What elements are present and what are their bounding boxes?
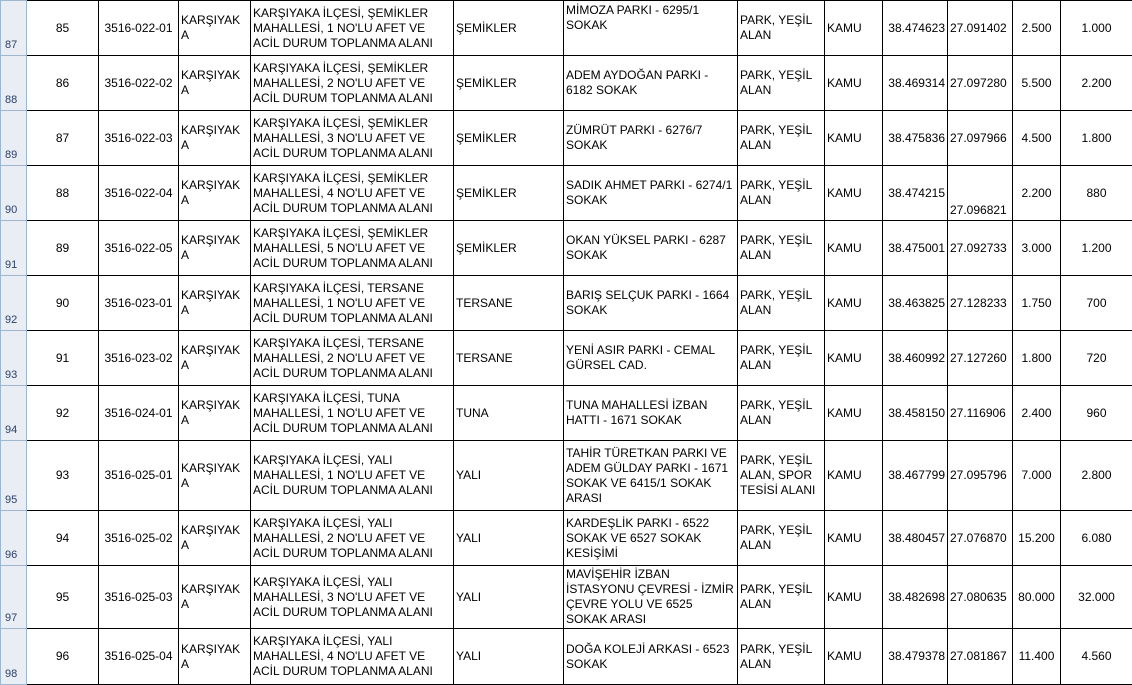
row-header[interactable]: 91: [1, 221, 27, 276]
cell-type[interactable]: PARK, YEŞİL ALAN, SPOR TESİSİ ALANI: [738, 441, 825, 511]
cell-no[interactable]: 89: [27, 221, 99, 276]
row-header[interactable]: 95: [1, 441, 27, 511]
cell-district[interactable]: KARŞIYAKA: [179, 1, 251, 56]
cell-type[interactable]: PARK, YEŞİL ALAN: [738, 566, 825, 629]
cell-longitude[interactable]: 27.080635: [948, 566, 1013, 629]
cell-code[interactable]: 3516-022-03: [99, 111, 179, 166]
table-row: [1, 166, 1132, 221]
cell-code[interactable]: 3516-023-02: [99, 331, 179, 386]
cell-location[interactable]: DOĞA KOLEJİ ARKASI - 6523 SOKAK: [564, 629, 738, 685]
cell-neighborhood[interactable]: YALI: [454, 441, 564, 511]
cell-capacity[interactable]: 720: [1061, 331, 1132, 386]
cell-capacity[interactable]: 2.800: [1061, 441, 1132, 511]
cell-code[interactable]: 3516-024-01: [99, 386, 179, 441]
cell-name[interactable]: KARŞIYAKA İLÇESİ, ŞEMİKLER MAHALLESİ, 4 NO'LU AFET VE ACİL DURUM TOPLANMA ALANI: [251, 166, 454, 221]
row-header[interactable]: 94: [1, 386, 27, 441]
cell-code[interactable]: 3516-023-01: [99, 276, 179, 331]
cell-latitude[interactable]: 38.475836: [883, 111, 948, 166]
cell-latitude[interactable]: 38.469314: [883, 56, 948, 111]
cell-no[interactable]: 94: [27, 511, 99, 566]
row-header[interactable]: 98: [1, 629, 27, 685]
cell-longitude[interactable]: 27.095796: [948, 441, 1013, 511]
cell-longitude[interactable]: 27.097280: [948, 56, 1013, 111]
cell-district[interactable]: KARŞIYAKA: [179, 629, 251, 685]
cell-ownership[interactable]: KAMU: [825, 221, 883, 276]
cell-district[interactable]: KARŞIYAKA: [179, 276, 251, 331]
cell-capacity[interactable]: 880: [1061, 166, 1132, 221]
cell-type[interactable]: PARK, YEŞİL ALAN: [738, 386, 825, 441]
cell-longitude[interactable]: 27.127260: [948, 331, 1013, 386]
table-row: [1, 111, 1132, 166]
cell-longitude[interactable]: 27.081867: [948, 629, 1013, 685]
cell-no[interactable]: 86: [27, 56, 99, 111]
cell-area[interactable]: 2.200: [1013, 166, 1061, 221]
cell-code[interactable]: 3516-022-02: [99, 56, 179, 111]
cell-no[interactable]: 92: [27, 386, 99, 441]
cell-latitude[interactable]: 38.482698: [883, 566, 948, 629]
cell-neighborhood[interactable]: YALI: [454, 566, 564, 629]
cell-capacity[interactable]: 32.000: [1061, 566, 1132, 629]
cell-area[interactable]: 15.200: [1013, 511, 1061, 566]
row-header[interactable]: 87: [1, 1, 27, 56]
cell-location[interactable]: BARIŞ SELÇUK PARKI - 1664 SOKAK: [564, 276, 738, 331]
cell-area[interactable]: 2.400: [1013, 386, 1061, 441]
cell-code[interactable]: 3516-022-04: [99, 166, 179, 221]
cell-latitude[interactable]: 38.480457: [883, 511, 948, 566]
cell-district[interactable]: KARŞIYAKA: [179, 386, 251, 441]
cell-neighborhood[interactable]: YALI: [454, 629, 564, 685]
cell-area[interactable]: 7.000: [1013, 441, 1061, 511]
cell-neighborhood[interactable]: ŞEMİKLER: [454, 56, 564, 111]
cell-type[interactable]: PARK, YEŞİL ALAN: [738, 629, 825, 685]
cell-code[interactable]: 3516-025-02: [99, 511, 179, 566]
cell-latitude[interactable]: 38.460992: [883, 331, 948, 386]
cell-location[interactable]: YENİ ASIR PARKI - CEMAL GÜRSEL CAD.: [564, 331, 738, 386]
cell-no[interactable]: 95: [27, 566, 99, 629]
cell-area[interactable]: 1.750: [1013, 276, 1061, 331]
cell-area[interactable]: 80.000: [1013, 566, 1061, 629]
cell-location[interactable]: ZÜMRÜT PARKI - 6276/7 SOKAK: [564, 111, 738, 166]
cell-code[interactable]: 3516-025-04: [99, 629, 179, 685]
cell-type[interactable]: PARK, YEŞİL ALAN: [738, 1, 825, 56]
cell-location[interactable]: TUNA MAHALLESİ İZBAN HATTI - 1671 SOKAK: [564, 386, 738, 441]
cell-no[interactable]: 90: [27, 276, 99, 331]
cell-district[interactable]: KARŞIYAKA: [179, 566, 251, 629]
table-row: [1, 331, 1132, 386]
cell-ownership[interactable]: KAMU: [825, 276, 883, 331]
cell-no[interactable]: 91: [27, 331, 99, 386]
cell-ownership[interactable]: KAMU: [825, 331, 883, 386]
table-row: [1, 441, 1132, 511]
row-header[interactable]: 97: [1, 566, 27, 629]
cell-ownership[interactable]: KAMU: [825, 629, 883, 685]
cell-longitude[interactable]: 27.091402: [948, 1, 1013, 56]
cell-capacity[interactable]: 1.800: [1061, 111, 1132, 166]
cell-name[interactable]: KARŞIYAKA İLÇESİ, ŞEMİKLER MAHALLESİ, 3 NO'LU AFET VE ACİL DURUM TOPLANMA ALANI: [251, 111, 454, 166]
cell-ownership[interactable]: KAMU: [825, 166, 883, 221]
cell-type[interactable]: PARK, YEŞİL ALAN: [738, 111, 825, 166]
cell-no[interactable]: 88: [27, 166, 99, 221]
cell-longitude[interactable]: 27.128233: [948, 276, 1013, 331]
cell-type[interactable]: PARK, YEŞİL ALAN: [738, 511, 825, 566]
cell-neighborhood[interactable]: TERSANE: [454, 276, 564, 331]
cell-district[interactable]: KARŞIYAKA: [179, 441, 251, 511]
cell-ownership[interactable]: KAMU: [825, 1, 883, 56]
cell-code[interactable]: 3516-022-05: [99, 221, 179, 276]
cell-location[interactable]: OKAN YÜKSEL PARKI - 6287 SOKAK: [564, 221, 738, 276]
cell-district[interactable]: KARŞIYAKA: [179, 166, 251, 221]
cell-latitude[interactable]: 38.458150: [883, 386, 948, 441]
cell-location[interactable]: ADEM AYDOĞAN PARKI - 6182 SOKAK: [564, 56, 738, 111]
cell-neighborhood[interactable]: ŞEMİKLER: [454, 166, 564, 221]
cell-area[interactable]: 5.500: [1013, 56, 1061, 111]
cell-neighborhood[interactable]: TERSANE: [454, 331, 564, 386]
cell-code[interactable]: 3516-025-01: [99, 441, 179, 511]
cell-code[interactable]: 3516-022-01: [99, 1, 179, 56]
cell-longitude[interactable]: 27.096821: [948, 166, 1013, 221]
cell-area[interactable]: 3.000: [1013, 221, 1061, 276]
cell-ownership[interactable]: KAMU: [825, 441, 883, 511]
cell-capacity[interactable]: 1.000: [1061, 1, 1132, 56]
cell-capacity[interactable]: 4.560: [1061, 629, 1132, 685]
cell-location[interactable]: SADIK AHMET PARKI - 6274/1 SOKAK: [564, 166, 738, 221]
cell-name[interactable]: KARŞIYAKA İLÇESİ, ŞEMİKLER MAHALLESİ, 1 NO'LU AFET VE ACİL DURUM TOPLANMA ALANI: [251, 1, 454, 56]
cell-code[interactable]: 3516-025-03: [99, 566, 179, 629]
cell-area[interactable]: 4.500: [1013, 111, 1061, 166]
table-row: [1, 56, 1132, 111]
cell-type[interactable]: PARK, YEŞİL ALAN: [738, 221, 825, 276]
table-row: [1, 566, 1132, 629]
cell-neighborhood[interactable]: ŞEMİKLER: [454, 111, 564, 166]
cell-district[interactable]: KARŞIYAKA: [179, 331, 251, 386]
cell-name[interactable]: KARŞIYAKA İLÇESİ, YALI MAHALLESİ, 4 NO'LU AFET VE ACİL DURUM TOPLANMA ALANI: [251, 629, 454, 685]
cell-capacity[interactable]: 6.080: [1061, 511, 1132, 566]
cell-location[interactable]: KARDEŞLİK PARKI - 6522 SOKAK VE 6527 SOKAK KESİŞİMİ: [564, 511, 738, 566]
cell-name[interactable]: KARŞIYAKA İLÇESİ, ŞEMİKLER MAHALLESİ, 2 NO'LU AFET VE ACİL DURUM TOPLANMA ALANI: [251, 56, 454, 111]
row-header[interactable]: 93: [1, 331, 27, 386]
cell-ownership[interactable]: KAMU: [825, 56, 883, 111]
cell-longitude[interactable]: 27.076870: [948, 511, 1013, 566]
cell-type[interactable]: PARK, YEŞİL ALAN: [738, 276, 825, 331]
cell-no[interactable]: 93: [27, 441, 99, 511]
cell-location[interactable]: TAHİR TÜRETKAN PARKI VE ADEM GÜLDAY PARKI - 1671 SOKAK VE 6415/1 SOKAK ARASI: [564, 441, 738, 511]
cell-type[interactable]: PARK, YEŞİL ALAN: [738, 331, 825, 386]
cell-latitude[interactable]: 38.474215: [883, 166, 948, 221]
cell-neighborhood[interactable]: ŞEMİKLER: [454, 1, 564, 56]
cell-name[interactable]: KARŞIYAKA İLÇESİ, YALI MAHALLESİ, 2 NO'LU AFET VE ACİL DURUM TOPLANMA ALANI: [251, 511, 454, 566]
cell-no[interactable]: 87: [27, 111, 99, 166]
row-header[interactable]: 92: [1, 276, 27, 331]
cell-type[interactable]: PARK, YEŞİL ALAN: [738, 56, 825, 111]
cell-capacity[interactable]: 960: [1061, 386, 1132, 441]
cell-location[interactable]: MAVİŞEHİR İZBAN İSTASYONU ÇEVRESİ - İZMİR ÇEVRE YOLU VE 6525 SOKAK ARASI: [564, 566, 738, 629]
cell-ownership[interactable]: KAMU: [825, 111, 883, 166]
table-row: [1, 276, 1132, 331]
cell-longitude[interactable]: 27.116906: [948, 386, 1013, 441]
cell-ownership[interactable]: KAMU: [825, 566, 883, 629]
cell-district[interactable]: KARŞIYAKA: [179, 111, 251, 166]
row-header[interactable]: 88: [1, 56, 27, 111]
table-row: [1, 221, 1132, 276]
cell-name[interactable]: KARŞIYAKA İLÇESİ, TERSANE MAHALLESİ, 1 NO'LU AFET VE ACİL DURUM TOPLANMA ALANI: [251, 276, 454, 331]
table-body: [1, 1, 1132, 685]
cell-longitude[interactable]: 27.092733: [948, 221, 1013, 276]
cell-capacity[interactable]: 1.200: [1061, 221, 1132, 276]
cell-longitude[interactable]: 27.097966: [948, 111, 1013, 166]
cell-latitude[interactable]: 38.479378: [883, 629, 948, 685]
cell-capacity[interactable]: 700: [1061, 276, 1132, 331]
cell-area[interactable]: 1.800: [1013, 331, 1061, 386]
cell-no[interactable]: 96: [27, 629, 99, 685]
cell-capacity[interactable]: 2.200: [1061, 56, 1132, 111]
cell-latitude[interactable]: 38.474623: [883, 1, 948, 56]
cell-type[interactable]: PARK, YEŞİL ALAN: [738, 166, 825, 221]
cell-no[interactable]: 85: [27, 1, 99, 56]
cell-name[interactable]: KARŞIYAKA İLÇESİ, YALI MAHALLESİ, 1 NO'LU AFET VE ACİL DURUM TOPLANMA ALANI: [251, 441, 454, 511]
cell-neighborhood[interactable]: YALI: [454, 511, 564, 566]
cell-name[interactable]: KARŞIYAKA İLÇESİ, ŞEMİKLER MAHALLESİ, 5 NO'LU AFET VE ACİL DURUM TOPLANMA ALANI: [251, 221, 454, 276]
row-header[interactable]: 90: [1, 166, 27, 221]
cell-ownership[interactable]: KAMU: [825, 386, 883, 441]
cell-latitude[interactable]: 38.463825: [883, 276, 948, 331]
cell-latitude[interactable]: 38.475001: [883, 221, 948, 276]
cell-latitude[interactable]: 38.467799: [883, 441, 948, 511]
table-row: [1, 511, 1132, 566]
table-row: [1, 1, 1132, 56]
cell-area[interactable]: 11.400: [1013, 629, 1061, 685]
row-header[interactable]: 96: [1, 511, 27, 566]
cell-location[interactable]: MİMOZA PARKI - 6295/1 SOKAK: [564, 1, 738, 56]
cell-district[interactable]: KARŞIYAKA: [179, 511, 251, 566]
cell-district[interactable]: KARŞIYAKA: [179, 221, 251, 276]
cell-area[interactable]: 2.500: [1013, 1, 1061, 56]
cell-neighborhood[interactable]: TUNA: [454, 386, 564, 441]
cell-district[interactable]: KARŞIYAKA: [179, 56, 251, 111]
row-header[interactable]: 89: [1, 111, 27, 166]
table-row: [1, 386, 1132, 441]
cell-name[interactable]: KARŞIYAKA İLÇESİ, TERSANE MAHALLESİ, 2 NO'LU AFET VE ACİL DURUM TOPLANMA ALANI: [251, 331, 454, 386]
cell-name[interactable]: KARŞIYAKA İLÇESİ, YALI MAHALLESİ, 3 NO'LU AFET VE ACİL DURUM TOPLANMA ALANI: [251, 566, 454, 629]
cell-name[interactable]: KARŞIYAKA İLÇESİ, TUNA MAHALLESİ, 1 NO'LU AFET VE ACİL DURUM TOPLANMA ALANI: [251, 386, 454, 441]
cell-neighborhood[interactable]: ŞEMİKLER: [454, 221, 564, 276]
cell-ownership[interactable]: KAMU: [825, 511, 883, 566]
table-row: [1, 629, 1132, 685]
